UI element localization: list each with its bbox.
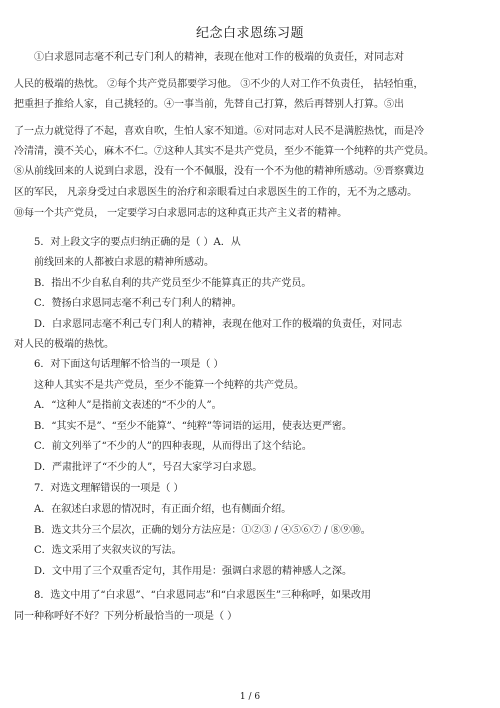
passage-line: ⑩每一个共产党员， 一定要学习白求恩同志的这种真正共产主义者的精神。 bbox=[14, 208, 348, 219]
question-7-option-c: C．选文采用了夹叙夹议的写法。 bbox=[34, 545, 182, 556]
passage-line: ①白求恩同志毫不利己专门利人的精神，表现在他对工作的极端的负责任，对同志对 bbox=[34, 52, 404, 63]
question-8-stem: 8．选文中用了“白求恩”、“白求恩同志”和“白求恩医生”三种称呼，如果改用 bbox=[34, 590, 372, 601]
passage-line: ⑧从前线回来的人说到白求恩，没有一个不佩服，没有一个不为他的精神所感动。⑨晋察冀边 bbox=[14, 166, 424, 177]
question-5-option-d: D．白求恩同志毫不利己专门利人的精神，表现在他对工作的极端的负责任，对同志 bbox=[34, 319, 403, 330]
question-5-option-a: 前线回来的人都被白求恩的精神所感动。 bbox=[34, 257, 214, 268]
question-7-option-a: A．在叙述白求恩的情况时，有正面介绍，也有侧面介绍。 bbox=[34, 504, 292, 515]
question-5-option-d-cont: 对人民的极端的热忱。 bbox=[14, 339, 114, 350]
question-8-stem-cont: 同一种称呼好不好？下列分析最恰当的一项是（ ） bbox=[14, 611, 238, 622]
passage-line: 人民的极端的热忱。 ②每个共产党员都要学习他。 ③不少的人对工作不负责任， 拈轻怕重， bbox=[14, 79, 424, 90]
page-title: 纪念白求恩练习题 bbox=[195, 26, 304, 41]
passage-line: 把重担子推给人家，自己挑轻的。④一事当前，先替自己打算，然后再替别人打算。⑤出 bbox=[14, 99, 404, 110]
question-7-stem: 7．对选文理解错误的一项是（ ） bbox=[34, 483, 184, 494]
page-number: 1 / 6 bbox=[239, 692, 261, 702]
question-5-stem: 5．对上段文字的要点归纳正确的是（ ）A．从 bbox=[34, 237, 241, 248]
passage-line: 了一点力就觉得了不起，喜欢自吹，生怕人家不知道。⑥对同志对人民不是满腔热忱，而是冷 bbox=[14, 126, 424, 137]
question-6-option-a: A．“这种人”是指前文表述的“不少的人”。 bbox=[34, 400, 222, 411]
question-6-option-c: C．前文列举了“不少的人”的四种表现，从而得出了这个结论。 bbox=[34, 441, 312, 452]
question-6-option-b: B．“其实不是”、“至少不能算”、“纯粹”等词语的运用，使表达更严密。 bbox=[34, 421, 353, 432]
question-5-option-c: C．赞扬白求恩同志毫不利己专门利人的精神。 bbox=[34, 298, 242, 309]
question-6-stem: 6．对下面这句话理解不恰当的一项是（ ） bbox=[34, 359, 224, 370]
question-6-option-d: D．严肃批评了“不少的人”，号召大家学习白求恩。 bbox=[34, 462, 263, 473]
question-7-option-d: D．文中用了三个双重否定句，其作用是：强调白求恩的精神感人之深。 bbox=[34, 566, 353, 577]
question-7-option-b: B．选文共分三个层次，正确的划分方法应是：①②③ / ④⑤⑥⑦ / ⑧⑨⑩。 bbox=[34, 525, 371, 536]
passage-line: 区的军民， 凡亲身受过白求恩医生的治疗和亲眼看过白求恩医生的工作的，无不为之感动。 bbox=[14, 187, 418, 198]
question-5-option-b: B．指出不少自私自利的共产党员至少不能算真正的共产党员。 bbox=[34, 278, 312, 289]
question-6-sentence: 这种人其实不是共产党员，至少不能算一个纯粹的共产党员。 bbox=[34, 380, 304, 391]
passage-line: 冷清清，漠不关心，麻木不仁。⑦这种人其实不是共产党员，至少不能算一个纯粹的共产党员。 bbox=[14, 146, 434, 157]
